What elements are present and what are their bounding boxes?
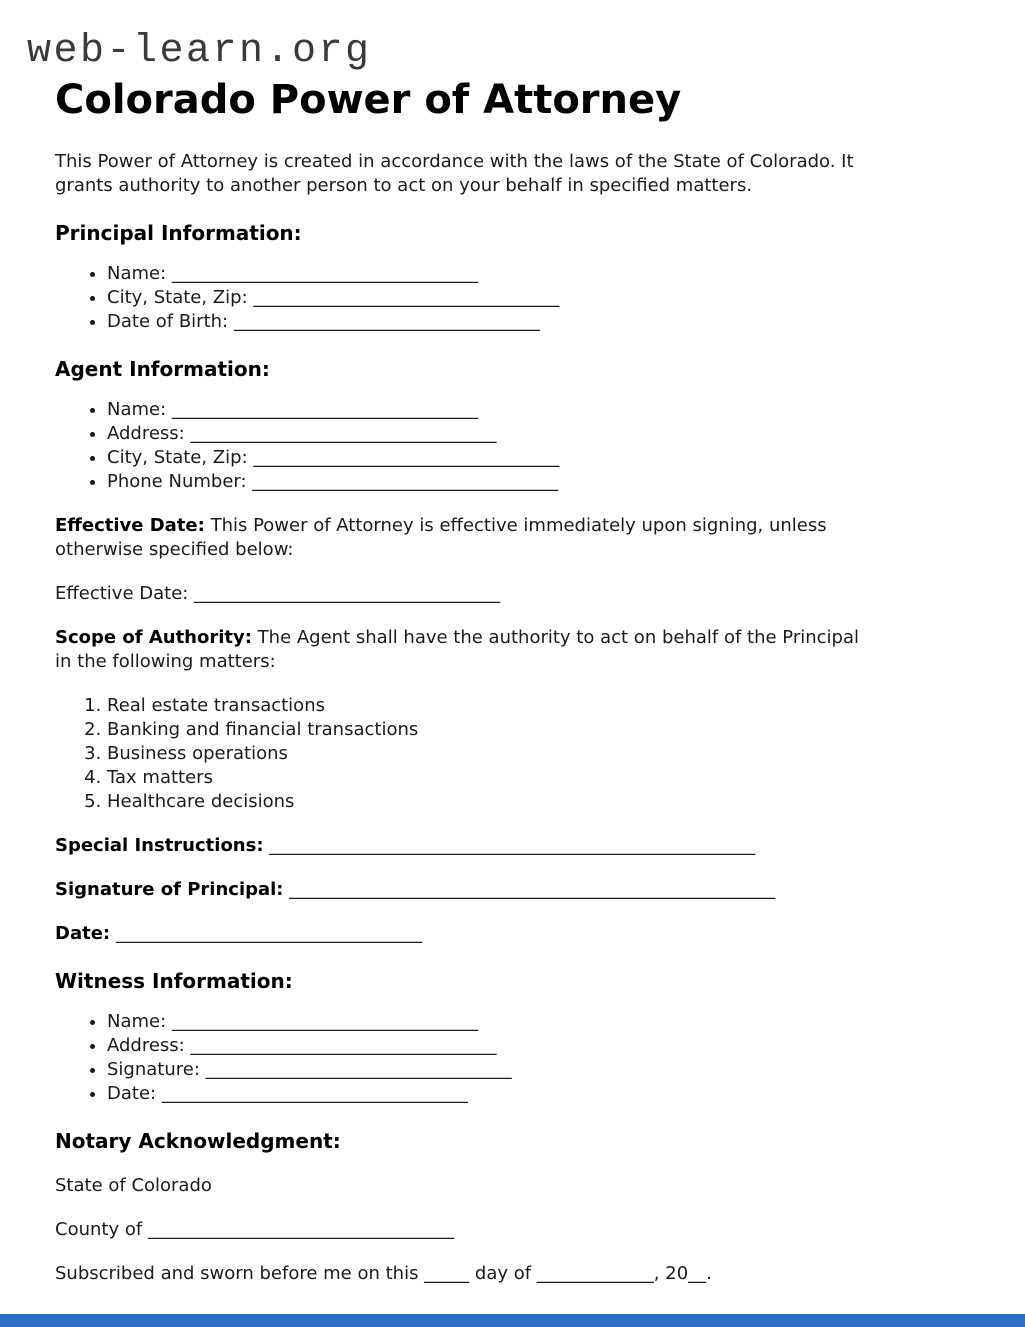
footer-accent-bar	[0, 1314, 1025, 1327]
intro-line-2: grants authority to another person to act on your behalf in specified matters.	[55, 175, 753, 196]
blank-line: ______________________________________________________	[269, 835, 756, 856]
blank-line: __________________________________	[171, 399, 478, 420]
field-label: City, State, Zip:	[107, 447, 248, 468]
section-heading-notary: Notary Acknowledgment:	[55, 1129, 341, 1153]
blank-line: ______________________________________________________	[289, 879, 776, 900]
field-agent-phone-number	[107, 470, 970, 494]
effective-date-line-1	[55, 514, 970, 538]
field-label: Name:	[107, 399, 167, 420]
blank-line: __________________________________	[233, 311, 540, 332]
section-heading-agent: Agent Information:	[55, 357, 270, 381]
site-logo: web-learn.org	[27, 29, 372, 74]
blank-line: __________________________________	[171, 263, 478, 284]
field-witness-address	[107, 1034, 970, 1058]
blank-line: __________________________________	[161, 1083, 468, 1104]
blank-line: __________________________________	[190, 1035, 497, 1056]
signature-date-field	[55, 922, 970, 946]
principal-signature-field	[55, 878, 970, 902]
special-instructions-field	[55, 834, 970, 858]
scope-label: Scope of Authority:	[55, 627, 252, 648]
signature-date-label: Date:	[55, 923, 111, 944]
document-content	[55, 78, 970, 1286]
field-witness-name	[107, 1010, 970, 1034]
scope-item-real-estate: 1. Real estate transactions	[107, 694, 970, 718]
section-heading-principal: Principal Information:	[55, 221, 302, 245]
notary-state-line: State of Colorado	[55, 1175, 212, 1196]
blank-line: __________________________________	[205, 1059, 512, 1080]
blank-line: __________________________________	[252, 471, 559, 492]
principal-signature-label: Signature of Principal:	[55, 879, 284, 900]
witness-fields-list	[55, 1010, 970, 1106]
field-label: Name:	[107, 263, 167, 284]
scope-item-business: 3. Business operations	[107, 742, 970, 766]
field-agent-name	[107, 398, 970, 422]
blank-line: __________________________________	[190, 423, 497, 444]
blank-line: __________________________________	[147, 1219, 454, 1240]
effective-date-field	[55, 582, 970, 606]
special-instructions-label: Special Instructions:	[55, 835, 264, 856]
effective-date-line-2: otherwise specified below:	[55, 539, 294, 560]
field-label: City, State, Zip:	[107, 287, 248, 308]
scope-line-2: in the following matters:	[55, 651, 276, 672]
principal-fields-list	[55, 262, 970, 334]
field-witness-date	[107, 1082, 970, 1106]
field-label: Date of Birth:	[107, 311, 229, 332]
notary-sworn-line: Subscribed and sworn before me on this _____ day of _____________, 20__.	[55, 1263, 712, 1284]
field-principal-city-state-zip	[107, 286, 970, 310]
effective-date-label: Effective Date:	[55, 515, 205, 536]
blank-line: __________________________________	[253, 447, 560, 468]
scope-line-1	[55, 626, 970, 650]
county-label: County of	[55, 1219, 143, 1240]
scope-text: The Agent shall have the authority to act on behalf of the Principal	[257, 627, 859, 648]
page-title: Colorado Power of Attorney	[55, 77, 682, 123]
field-witness-signature	[107, 1058, 970, 1082]
intro-paragraph	[55, 150, 970, 198]
scope-paragraph	[55, 626, 970, 674]
notary-county-field	[55, 1218, 970, 1242]
scope-item-healthcare: 5. Healthcare decisions	[107, 790, 970, 814]
field-agent-city-state-zip	[107, 446, 970, 470]
field-label: Date:	[107, 1083, 157, 1104]
field-principal-date-of-birth	[107, 310, 970, 334]
section-heading-witness: Witness Information:	[55, 969, 293, 993]
field-agent-address	[107, 422, 970, 446]
agent-fields-list	[55, 398, 970, 494]
blank-line: __________________________________	[194, 583, 501, 604]
effective-date-paragraph	[55, 514, 970, 562]
field-label: Name:	[107, 1011, 167, 1032]
blank-line: __________________________________	[115, 923, 422, 944]
effective-date-text: This Power of Attorney is effective immediately upon signing, unless	[210, 515, 827, 536]
field-label: Address:	[107, 423, 185, 444]
scope-item-banking: 2. Banking and financial transactions	[107, 718, 970, 742]
scope-item-tax: 4. Tax matters	[107, 766, 970, 790]
field-principal-name	[107, 262, 970, 286]
blank-line: __________________________________	[171, 1011, 478, 1032]
intro-line-1: This Power of Attorney is created in accordance with the laws of the State of Colorado. It	[55, 151, 854, 172]
scope-items-list	[55, 694, 970, 814]
field-label: Phone Number:	[107, 471, 247, 492]
effective-date-field-label: Effective Date:	[55, 583, 189, 604]
field-label: Signature:	[107, 1059, 200, 1080]
field-label: Address:	[107, 1035, 185, 1056]
blank-line: __________________________________	[253, 287, 560, 308]
